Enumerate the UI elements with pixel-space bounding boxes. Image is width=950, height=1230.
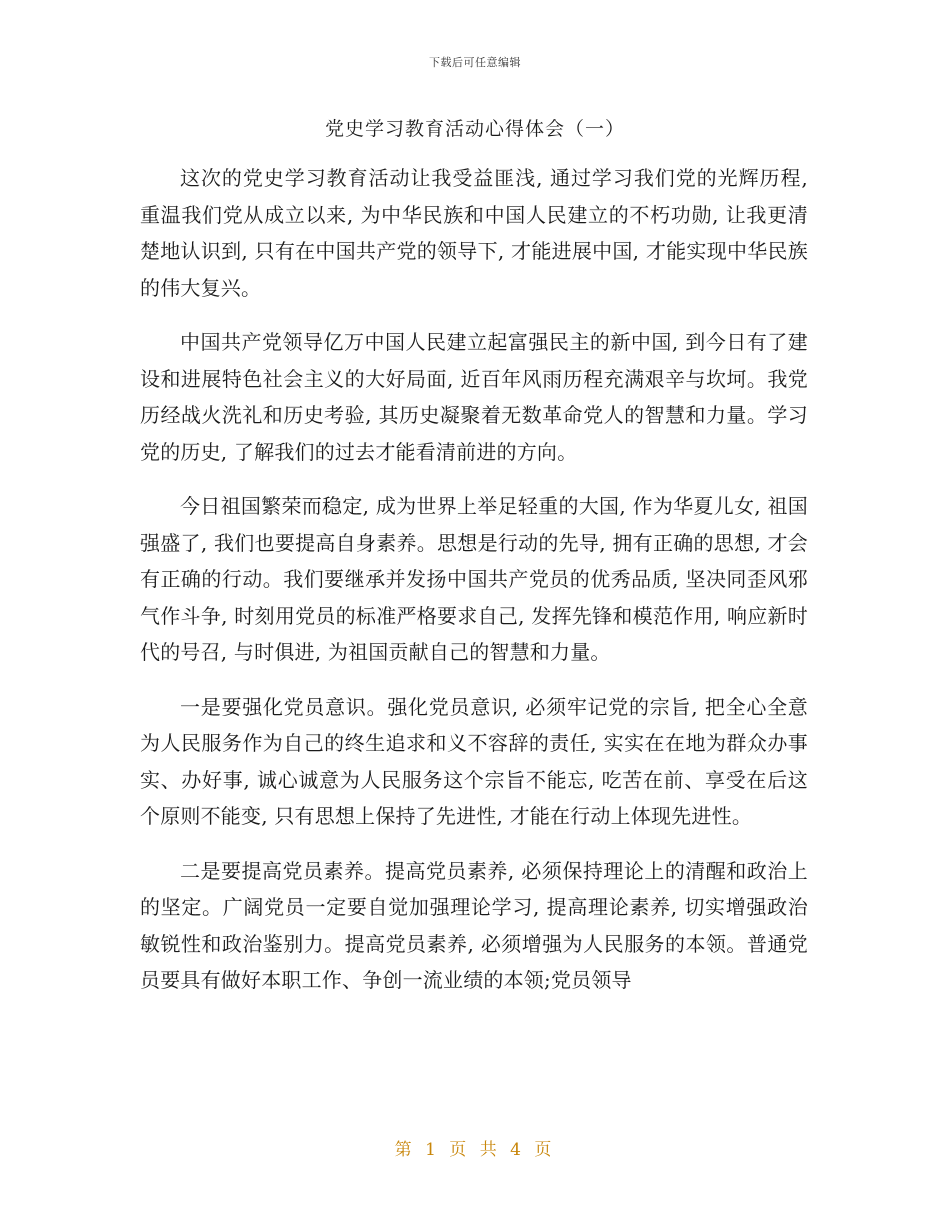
paragraph-4: 一是要强化党员意识。强化党员意识, 必须牢记党的宗旨, 把全心全意为人民服务作为自己的终生追求和义不容辞的责任, 实实在在地为群众办事实、办好事, 诚心诚意为人民服务这个宗旨不能忘, 吃苦在前、享受在后这个原则不能变, 只有思想上保持了先进性, 才能在行动上体现先进性。 — [140, 694, 808, 828]
paragraph-2: 中国共产党领导亿万中国人民建立起富强民主的新中国, 到今日有了建设和进展特色社会主义的大好局面, 近百年风雨历程充满艰辛与坎坷。我党历经战火洗礼和历史考验, 其历史凝聚着无数革命党人的智慧和力量。学习党的历史, 了解我们的过去才能看清前进的方向。 — [140, 330, 808, 464]
header-note: 下载后可任意编辑 — [429, 56, 521, 69]
document-body — [140, 160, 808, 1017]
page-number-footer: 第 1 页 共 4 页 — [394, 1140, 556, 1160]
paragraph-3: 今日祖国繁荣而稳定, 成为世界上举足轻重的大国, 作为华夏儿女, 祖国强盛了, 我们也要提高自身素养。思想是行动的先导, 拥有正确的思想, 才会有正确的行动。我们要继承并发扬中国共产党员的优秀品质, 坚决同歪风邪气作斗争, 时刻用党员的标准严格要求自己, 发挥先锋和模范作用, 响应新时代的号召, 与时俱进, 为祖国贡献自己的智慧和力量。 — [140, 494, 808, 664]
paragraph-5: 二是要提高党员素养。提高党员素养, 必须保持理论上的清醒和政治上的坚定。广阔党员一定要自觉加强理论学习, 提高理论素养, 切实增强政治敏锐性和政治鉴别力。提高党员素养, 必须增强为人民服务的本领。普通党员要具有做好本职工作、争创一流业绩的本领;党员领导 — [140, 858, 808, 992]
document-title: 党史学习教育活动心得体会（一） — [324, 118, 625, 140]
paragraph-1: 这次的党史学习教育活动让我受益匪浅, 通过学习我们党的光辉历程, 重温我们党从成立以来, 为中华民族和中国人民建立的不朽功勋, 让我更清楚地认识到, 只有在中国共产党的领导下, 才能进展中国, 才能实现中华民族的伟大复兴。 — [140, 166, 808, 300]
